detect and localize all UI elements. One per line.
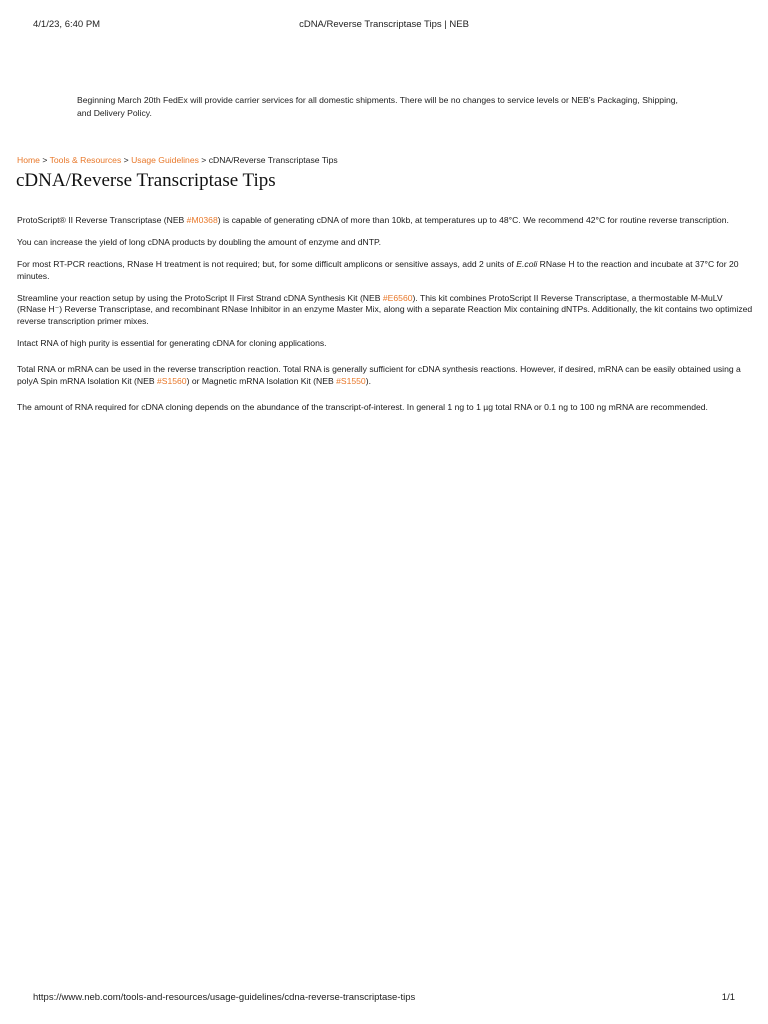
- shipping-notice: Beginning March 20th FedEx will provide carrier services for all domestic shipments. There will be no changes to service levels or NEB's Packaging, Shipping, and Delivery Policy.: [77, 95, 678, 118]
- breadcrumb-tools-link[interactable]: Tools & Resources: [49, 155, 122, 165]
- text: ) is capable of generating cDNA of more than 10kb, at temperatures up to 48°C. We recommend 42°C for routine reverse transcription.: [217, 215, 729, 225]
- breadcrumb-separator: >: [201, 155, 207, 165]
- breadcrumb-usage-link[interactable]: Usage Guidelines: [131, 155, 199, 165]
- text: For most RT-PCR reactions, RNase H treatment is not required; but, for some difficult amplicons or sensitive assays, add 2 units of: [17, 259, 517, 269]
- text: Streamline your reaction setup by using the ProtoScript II First Strand cDNA Synthesis Kit (NEB: [17, 292, 383, 303]
- paragraph-kit: [17, 293, 753, 328]
- text: RNase H to the reaction and incubate at 37°C for 20 minutes.: [17, 259, 739, 281]
- product-link-s1550[interactable]: #S1550: [336, 375, 366, 386]
- paragraph-intact-rna: Intact RNA of high purity is essential for generating cDNA for cloning applications.: [17, 337, 327, 348]
- breadcrumb-home-link[interactable]: Home: [17, 155, 40, 165]
- product-link-e6560[interactable]: #E6560: [382, 292, 413, 303]
- italic-text: E.coli: [516, 259, 538, 269]
- page-title: cDNA/Reverse Transcriptase Tips: [16, 170, 276, 191]
- text: ).: [365, 375, 371, 386]
- paragraph-total-rna: [17, 364, 753, 387]
- paragraph-protoscript: [17, 215, 753, 227]
- breadcrumb: [17, 155, 338, 166]
- breadcrumb-separator: >: [123, 155, 129, 165]
- print-url: https://www.neb.com/tools-and-resources/usage-guidelines/cdna-reverse-transcriptase-tips: [33, 992, 416, 1003]
- print-footer: [33, 992, 735, 1004]
- breadcrumb-current: cDNA/Reverse Transcriptase Tips: [208, 155, 338, 165]
- text: ). This kit combines ProtoScript II Reverse Transcriptase, a thermostable M-MuLV (RNase H⁻) Reverse Transcriptase, and recombinant RNase Inhibitor in an enzyme Master Mix, along with a separate Reaction Mix containing dNTPs. Additionally, the kit contains two optimized reverse transcription primer mixes.: [17, 292, 753, 326]
- product-link-s1560[interactable]: #S1560: [156, 375, 187, 386]
- print-date: 4/1/23, 6:40 PM: [33, 19, 101, 30]
- paragraph-rna-amount: The amount of RNA required for cDNA cloning depends on the abundance of the transcript-of-interest. In general 1 ng to 1 µg total RNA or 0.1 ng to 100 ng mRNA are recommended.: [17, 402, 708, 412]
- paragraph-yield: You can increase the yield of long cDNA products by doubling the amount of enzyme and dNTP.: [17, 237, 382, 247]
- print-page-title: cDNA/Reverse Transcriptase Tips | NEB: [299, 19, 469, 30]
- page-count: 1/1: [721, 992, 735, 1003]
- article-content: [17, 215, 753, 424]
- breadcrumb-separator: >: [42, 155, 48, 165]
- text: ) or Magnetic mRNA Isolation Kit (NEB: [186, 375, 337, 386]
- print-header: [33, 19, 735, 31]
- text: ProtoScript® II Reverse Transcriptase (NEB: [17, 215, 187, 225]
- paragraph-rnase-h: [17, 259, 753, 282]
- product-link-m0368[interactable]: #M0368: [186, 215, 218, 225]
- text: Total RNA or mRNA can be used in the reverse transcription reaction. Total RNA is generally sufficient for cDNA synthesis reactions. However, if desired, mRNA can be easily obtained using a polyA Spin mRNA Isolation Kit (NEB: [17, 364, 741, 386]
